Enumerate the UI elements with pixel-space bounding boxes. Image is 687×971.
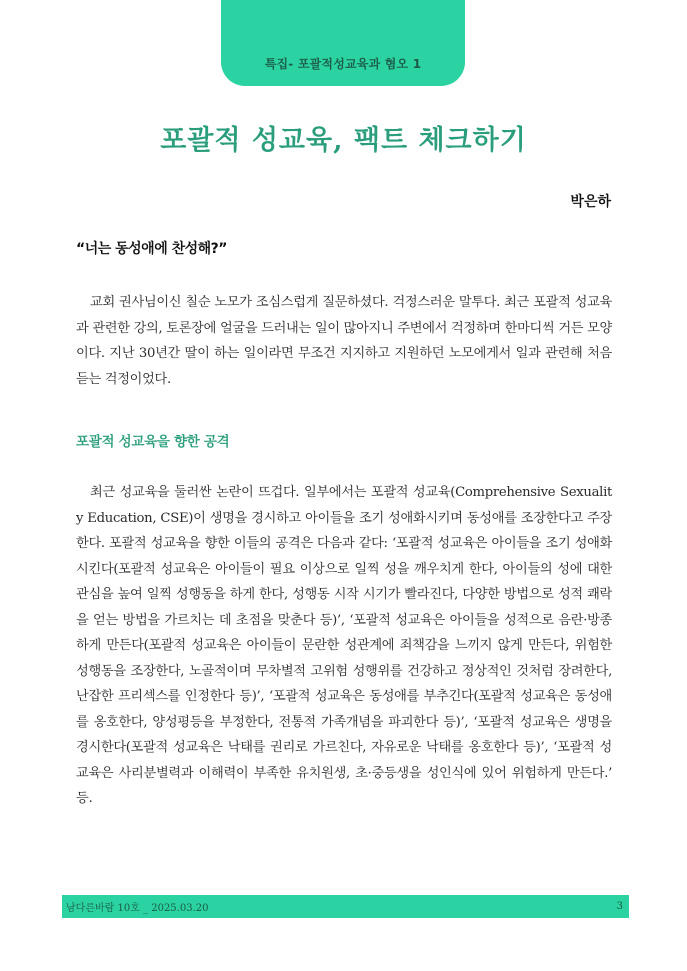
article-title: 포괄적 성교육, 팩트 체크하기 xyxy=(160,125,527,156)
section-tab-label: 특집- 포괄적성교육과 혐오 1 xyxy=(264,57,422,71)
section-heading: 포괄적 성교육을 향한 공격 xyxy=(76,434,230,450)
article-author: 박은하 xyxy=(570,194,611,210)
paragraph-2: 최근 성교육을 둘러싼 논란이 뜨겁다. 일부에서는 포괄적 성교육(Comprehensive Sexuality Education, CSE)이 생명을 경시하고 아이들을 조기 성애화시키며 동성애를 조장한다고 주장한다. 포괄적 성교육을 향한 이들의 공격은 다음과 같다: ‘포괄적 성교육은 아이들을 조기 성애화시킨다(포괄적 성교육은 아이들이 필요 이상으로 일찍 성을 깨우치게 한다, 아이들의 성에 대한 관심을 높여 일찍 성행동을 하게 한다, 성행동 시작 시기가 빨라진다, 다양한 방법으로 성적 쾌락을 얻는 방법을 가르치는 데 초점을 맞춘다 등)’, ‘포괄적 성교육은 아이들을 성적으로 음란·방종하게 만든다(포괄적 성교육은 아이들이 문란한 성관계에 죄책감을 느끼지 않게 만든다, 위험한 성행동을 조장한다, 노골적이며 무차별적 고위험 성행위를 건강하고 정상적인 것처럼 장려한다, 난잡한 프리섹스를 인정한다 등)’, ‘포괄적 성교육은 동성애를 부추긴다(포괄적 성교육은 동성애를 옹호한다, 양성평등을 부정한다, 전통적 가족개념을 파괴한다 등)’, ‘포괄적 성교육은 생명을 경시한다(포괄적 성교육은 낙태를 권리로 가르친다, 자유로운 낙태를 옹호한다 등)’, ‘포괄적 성교육은 사리분별력과 이해력이 부족한 유치원생, 초·중등생을 성인식에 있어 위험하게 만든다.’ 등. xyxy=(76,485,612,806)
page-footer xyxy=(62,895,629,918)
paragraph-1: 교회 권사님이신 칠순 노모가 조심스럽게 질문하셨다. 걱정스러운 말투다. 최근 포괄적 성교육과 관련한 강의, 토론장에 얼굴을 드러내는 일이 많아지니 주변에서 걱정하며 한마디씩 거든 모양이다. 지난 30년간 딸이 하는 일이라면 무조건 지지하고 지원하던 노모에게서 일과 관련해 처음 듣는 걱정이었다. xyxy=(76,295,612,387)
section-tab xyxy=(221,0,465,86)
opening-quote: “너는 동성애에 찬성해?” xyxy=(76,241,227,257)
page-number: 3 xyxy=(616,901,623,912)
footer-issue: 남다른바람 10호 _ 2025.03.20 xyxy=(66,903,209,914)
